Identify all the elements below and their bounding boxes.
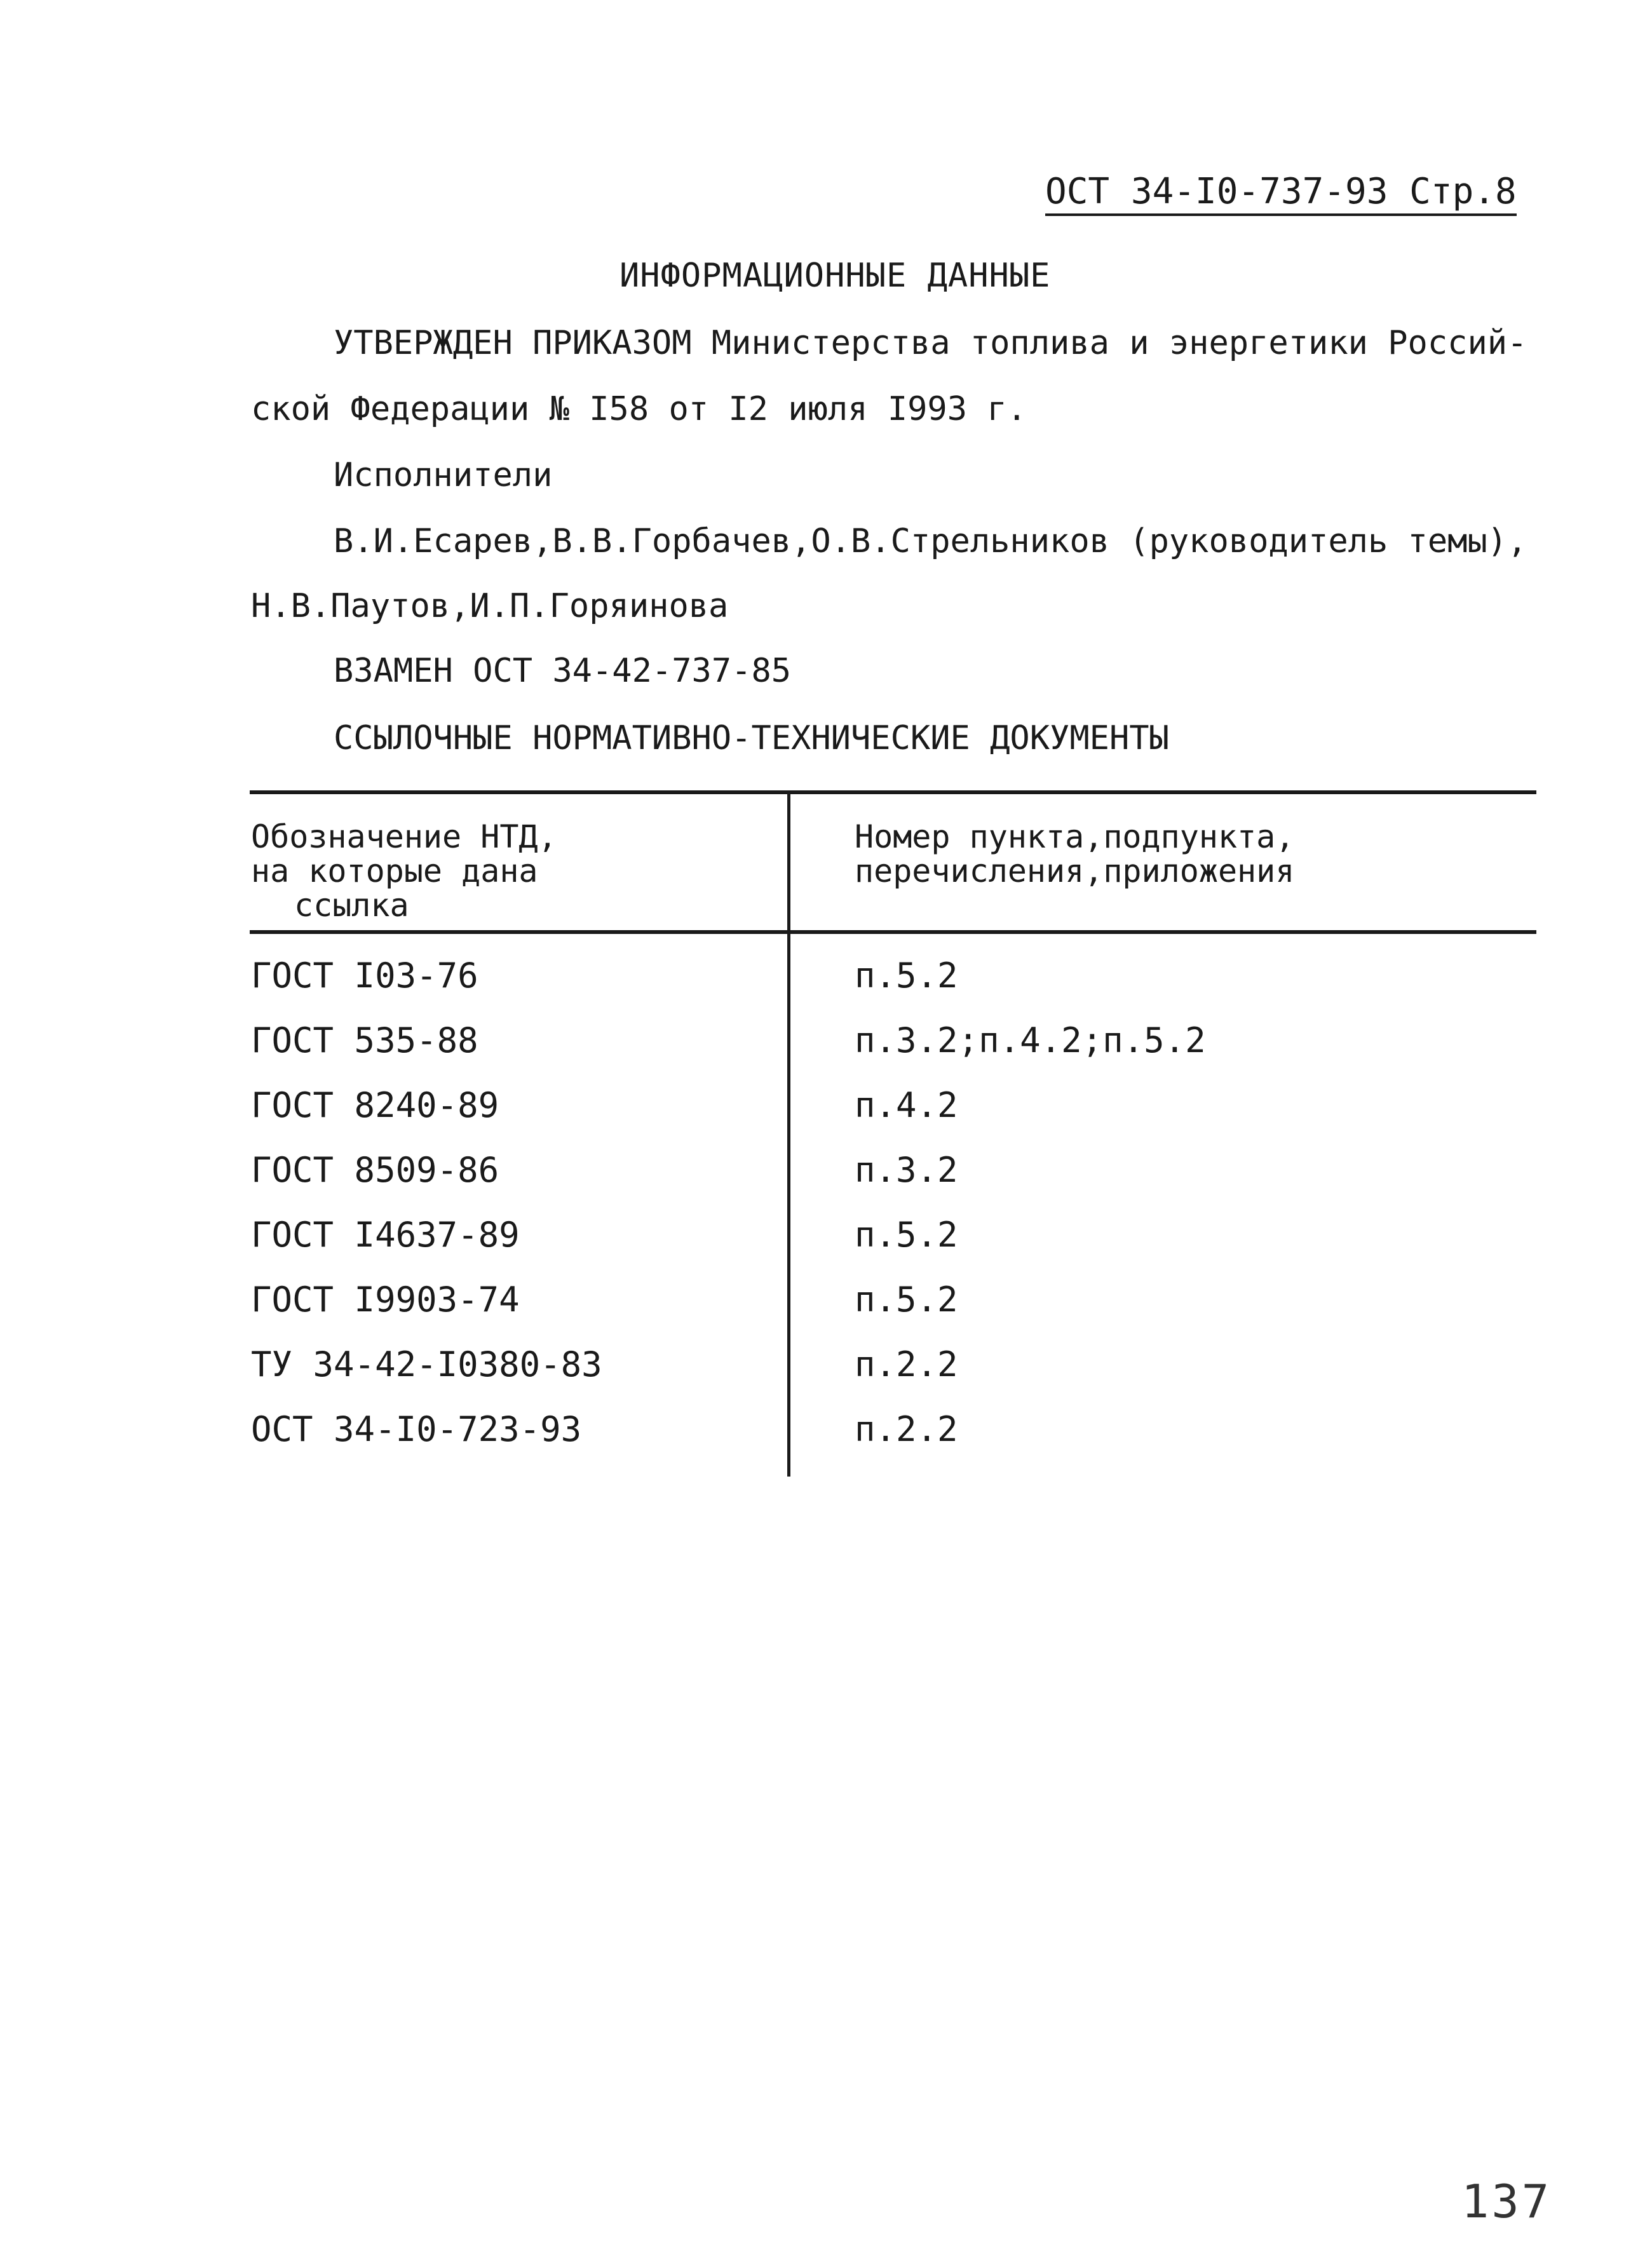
- executors-line-2: Н.В.Паутов,И.П.Горяинова: [251, 587, 729, 625]
- table-cell-doc: ГОСТ I03-76: [251, 956, 478, 996]
- table-header-rule: [250, 930, 1536, 934]
- column-header-designation: [251, 820, 557, 923]
- table-column-divider: [787, 790, 790, 1477]
- table-top-rule: [250, 790, 1536, 794]
- table-cell-doc: ГОСТ I9903-74: [251, 1280, 520, 1320]
- table-cell-clause: п.2.2: [855, 1344, 958, 1384]
- table-cell-doc: ТУ 34-42-I0380-83: [251, 1344, 602, 1384]
- section-title: ИНФОРМАЦИОННЫЕ ДАННЫЕ: [620, 257, 1051, 295]
- table-cell-doc: ОСТ 34-I0-723-93: [251, 1409, 582, 1449]
- table-cell-doc: ГОСТ 8509-86: [251, 1150, 499, 1190]
- table-cell-clause: п.5.2: [855, 1215, 958, 1255]
- column-header-clause: [855, 820, 1294, 888]
- table-cell-doc: ГОСТ 8240-89: [251, 1085, 499, 1125]
- replaces-note: ВЗАМЕН ОСТ 34-42-737-85: [334, 652, 792, 690]
- table-cell-clause: п.3.2: [855, 1150, 958, 1190]
- table-cell-clause: п.4.2: [855, 1085, 958, 1125]
- column-header-clause-line: Номер пункта,подпункта,: [855, 818, 1295, 855]
- column-header-designation-line: на которые дана: [251, 853, 538, 889]
- references-heading: ССЫЛОЧНЫЕ НОРМАТИВНО-ТЕХНИЧЕСКИЕ ДОКУМЕНТЫ: [334, 719, 1169, 757]
- column-header-designation-line: ссылка: [294, 887, 409, 924]
- table-cell-clause: п.5.2: [855, 1280, 958, 1320]
- approval-line-2: ской Федерации № I58 от I2 июля I993 г.: [251, 390, 1027, 428]
- table-cell-doc: ГОСТ 535-88: [251, 1020, 478, 1060]
- table-cell-clause: п.3.2;п.4.2;п.5.2: [855, 1020, 1206, 1060]
- table-cell-clause: п.2.2: [855, 1409, 958, 1449]
- executors-heading: Исполнители: [334, 456, 553, 494]
- table-cell-clause: п.5.2: [855, 956, 958, 996]
- approval-line-1: УТВЕРЖДЕН ПРИКАЗОМ Министерства топлива и энергетики Россий-: [334, 324, 1527, 362]
- document-code-header: ОСТ 34-I0-737-93 Стр.8: [1045, 172, 1517, 216]
- page-number: 137: [1461, 2175, 1552, 2228]
- table-cell-doc: ГОСТ I4637-89: [251, 1215, 520, 1255]
- column-header-clause-line: перечисления,приложения: [855, 853, 1295, 889]
- executors-line-1: В.И.Есарев,В.В.Горбачев,О.В.Стрельников (руководитель темы),: [334, 522, 1527, 560]
- column-header-designation-line: Обозначение НТД,: [251, 818, 557, 855]
